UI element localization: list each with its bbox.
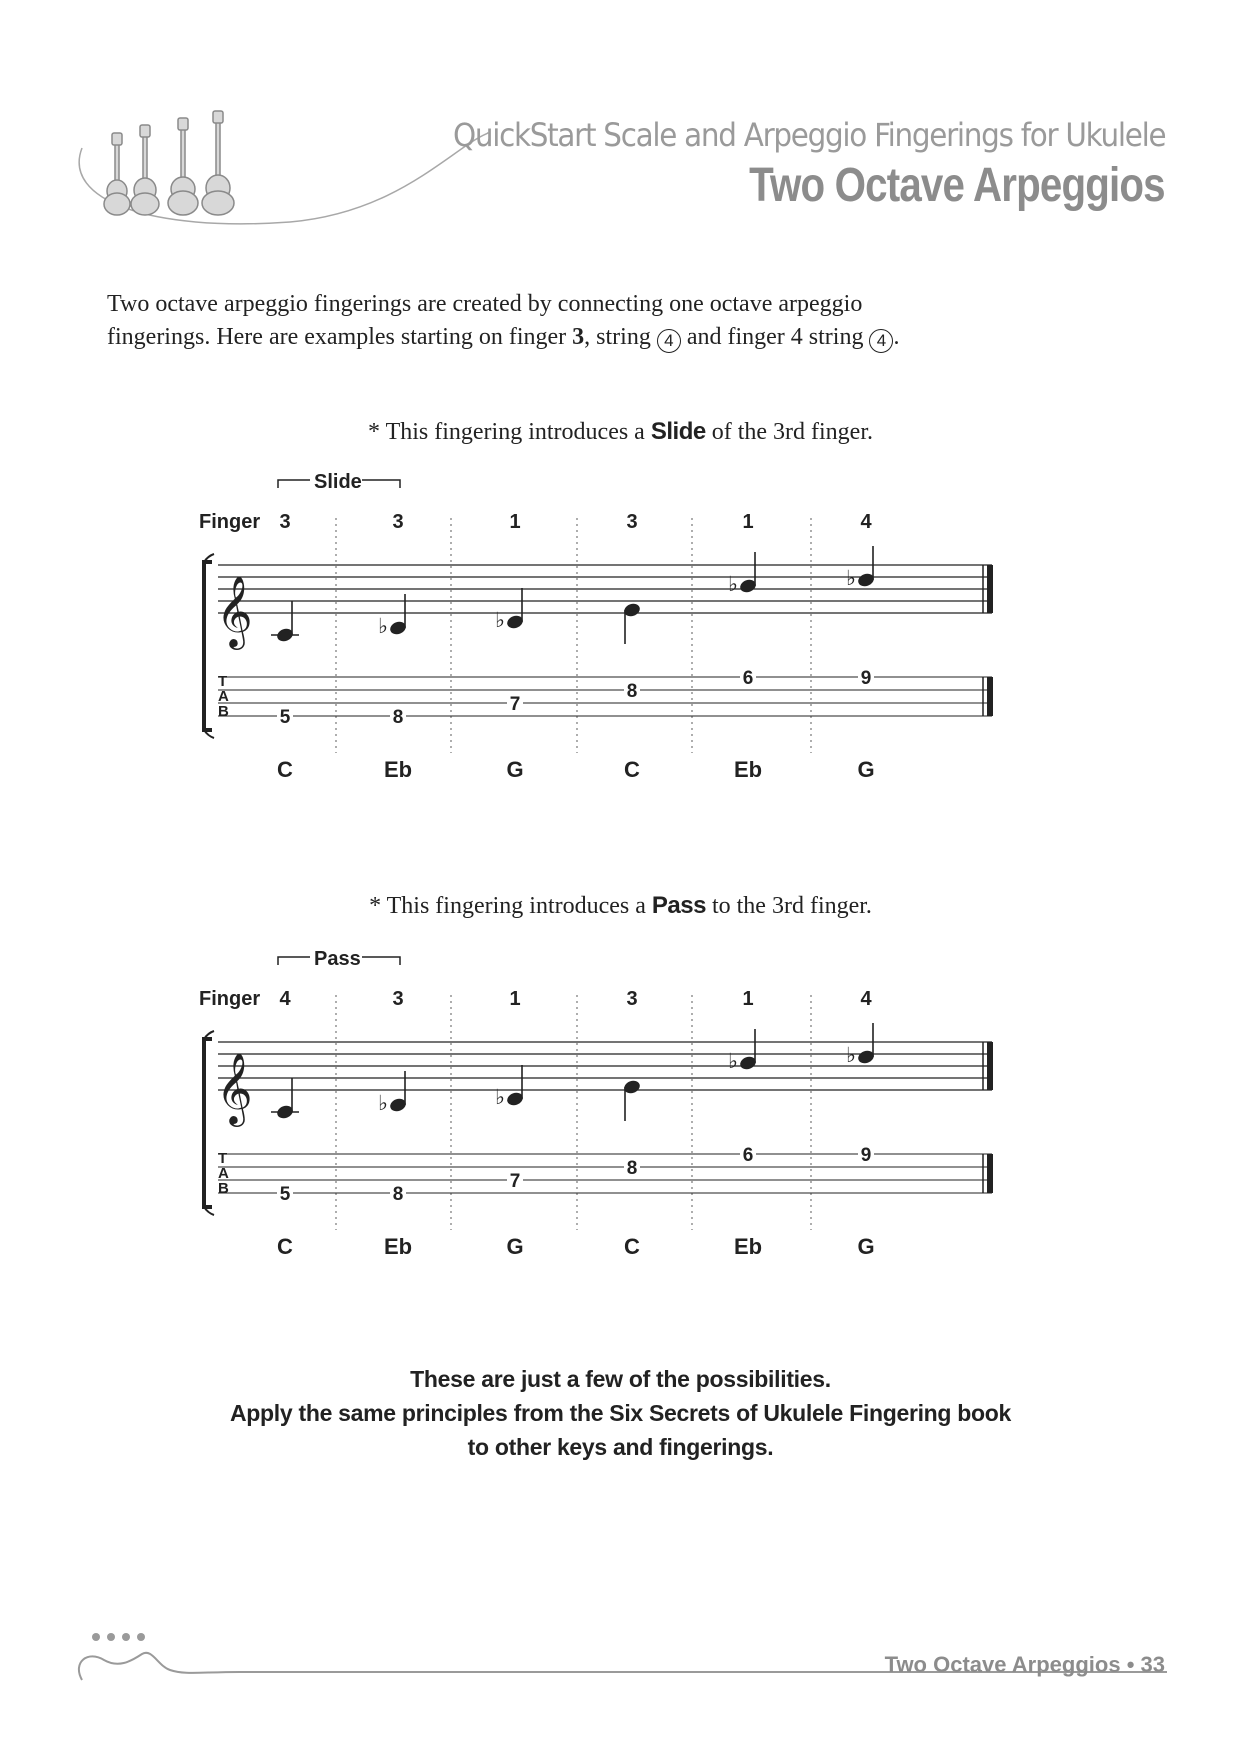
string-number-circle: 4 <box>869 329 893 353</box>
tab-clef-b: B <box>218 703 229 720</box>
tab-barline-thick <box>987 677 993 716</box>
technique-bracket-label: Pass <box>314 948 361 970</box>
finger-number: 1 <box>742 988 754 1010</box>
tab-fret-number: 5 <box>279 1184 291 1205</box>
tab-fret-number: 6 <box>742 668 754 689</box>
string-number-circle: 4 <box>657 329 681 353</box>
notation-system-2 <box>0 947 1241 1297</box>
tab-clef-a: A <box>218 688 229 705</box>
finger-row-label: Finger <box>199 988 261 1010</box>
example-2-note <box>0 892 1241 920</box>
note-name: G <box>857 1234 875 1259</box>
staff-note <box>622 1079 641 1121</box>
page-footer <box>885 1652 1165 1678</box>
tab-clef-b: B <box>218 1180 229 1197</box>
note-suffix: of the 3rd finger. <box>705 419 873 445</box>
flat-sign-icon: ♭ <box>495 1085 505 1109</box>
technique-bracket-label: Slide <box>314 471 362 493</box>
note-name: G <box>506 1234 524 1259</box>
tab-fret-number: 6 <box>742 1145 754 1166</box>
intro-line-2a: fingerings. Here are examples starting on finger <box>107 324 573 350</box>
finger-number: 1 <box>509 511 521 533</box>
staff-note <box>846 1023 876 1067</box>
note-prefix: * This fingering introduces a <box>368 419 651 445</box>
note-name: C <box>624 1234 640 1259</box>
flat-sign-icon: ♭ <box>378 1091 388 1115</box>
intro-line-2b: , string <box>584 324 657 350</box>
intro-paragraph <box>107 288 1127 354</box>
note-name: Eb <box>383 1234 413 1259</box>
page-number: 33 <box>1140 1652 1165 1677</box>
tab-clef-t: T <box>218 673 228 690</box>
staff-note <box>271 1078 299 1120</box>
note-name: Eb <box>383 757 413 782</box>
closing-line-2: Apply the same principles from the Six Secrets of Ukulele Fingering book <box>229 1400 1012 1426</box>
note-suffix: to the 3rd finger. <box>705 893 872 919</box>
technique-bracket-right <box>362 957 400 965</box>
staff-note <box>495 588 525 632</box>
staff-note <box>622 602 641 644</box>
flat-sign-icon: ♭ <box>378 614 388 638</box>
intro-line-1: Two octave arpeggio fingerings are created by connecting one octave arpeggio <box>107 291 863 317</box>
flat-sign-icon: ♭ <box>728 572 738 596</box>
tab-fret-number: 9 <box>860 668 872 689</box>
staff-note <box>728 1029 758 1073</box>
finger-number: 3 <box>392 511 404 533</box>
system-brace <box>204 1039 212 1207</box>
note-name: C <box>277 757 293 782</box>
finger-number: 1 <box>509 988 521 1010</box>
finger-number: 3 <box>279 511 291 533</box>
finger-number: 1 <box>742 511 754 533</box>
closing-line-1: These are just a few of the possibilities. <box>410 1366 831 1392</box>
tab-fret-number: 9 <box>860 1145 872 1166</box>
finger-number: 3 <box>626 511 638 533</box>
note-name: G <box>506 757 524 782</box>
finger-number: 3 <box>626 988 638 1010</box>
treble-clef-icon: 𝄞 <box>216 574 253 647</box>
intro-line-2c: and finger 4 string <box>680 324 870 350</box>
technique-bracket-left <box>278 957 310 965</box>
note-name: G <box>857 757 875 782</box>
footer-dots-icon <box>92 1633 145 1641</box>
system-brace <box>204 562 212 730</box>
flat-sign-icon: ♭ <box>728 1049 738 1073</box>
staff-note <box>728 552 758 596</box>
tab-clef-t: T <box>218 1150 228 1167</box>
staff-note <box>271 601 299 643</box>
flat-sign-icon: ♭ <box>495 608 505 632</box>
example-1-note <box>0 418 1241 446</box>
footer-section: Two Octave Arpeggios <box>884 1652 1121 1677</box>
tab-clef-a: A <box>218 1165 229 1182</box>
staff-note <box>846 546 876 590</box>
intro-line-2d: . <box>893 324 900 350</box>
tab-fret-number: 5 <box>279 707 291 728</box>
technique-bracket-left <box>278 480 310 488</box>
page-title: Two Octave Arpeggios <box>749 159 1165 212</box>
note-name: C <box>277 1234 293 1259</box>
ukulele-icons <box>104 111 234 215</box>
flat-sign-icon: ♭ <box>846 566 856 590</box>
tab-barline-thick <box>987 1154 993 1193</box>
tab-fret-number: 7 <box>509 1171 521 1192</box>
note-technique: Slide <box>650 418 706 445</box>
treble-clef-icon: 𝄞 <box>216 1051 253 1124</box>
staff-note <box>495 1065 525 1109</box>
closing-line-3: to other keys and fingerings. <box>467 1434 774 1460</box>
finger-number: 4 <box>860 511 872 533</box>
tab-fret-number: 8 <box>392 707 404 728</box>
ukulele-icon <box>168 118 198 215</box>
note-name: Eb <box>733 1234 763 1259</box>
book-subtitle: QuickStart Scale and Arpeggio Fingerings for Ukulele <box>452 116 1165 154</box>
final-barline-thick <box>987 565 993 613</box>
tab-fret-number: 8 <box>626 1158 638 1179</box>
tab-fret-number: 8 <box>626 681 638 702</box>
finger-number: 4 <box>279 988 291 1010</box>
intro-finger: 3 <box>572 324 585 350</box>
ukulele-icon <box>202 111 234 215</box>
finger-number: 4 <box>860 988 872 1010</box>
flat-sign-icon: ♭ <box>846 1043 856 1067</box>
ukulele-icon <box>104 133 130 215</box>
final-barline-thick <box>987 1042 993 1090</box>
ukulele-icon <box>131 125 159 215</box>
note-name: C <box>624 757 640 782</box>
note-name: Eb <box>733 757 763 782</box>
technique-bracket-right <box>362 480 400 488</box>
note-technique: Pass <box>651 892 706 919</box>
finger-number: 3 <box>392 988 404 1010</box>
closing-text <box>0 1362 1241 1464</box>
note-prefix: * This fingering introduces a <box>369 893 652 919</box>
finger-row-label: Finger <box>199 511 261 533</box>
tab-fret-number: 8 <box>392 1184 404 1205</box>
tab-fret-number: 7 <box>509 694 521 715</box>
footer-separator: • <box>1120 1652 1141 1677</box>
notation-system-1 <box>0 470 1241 820</box>
